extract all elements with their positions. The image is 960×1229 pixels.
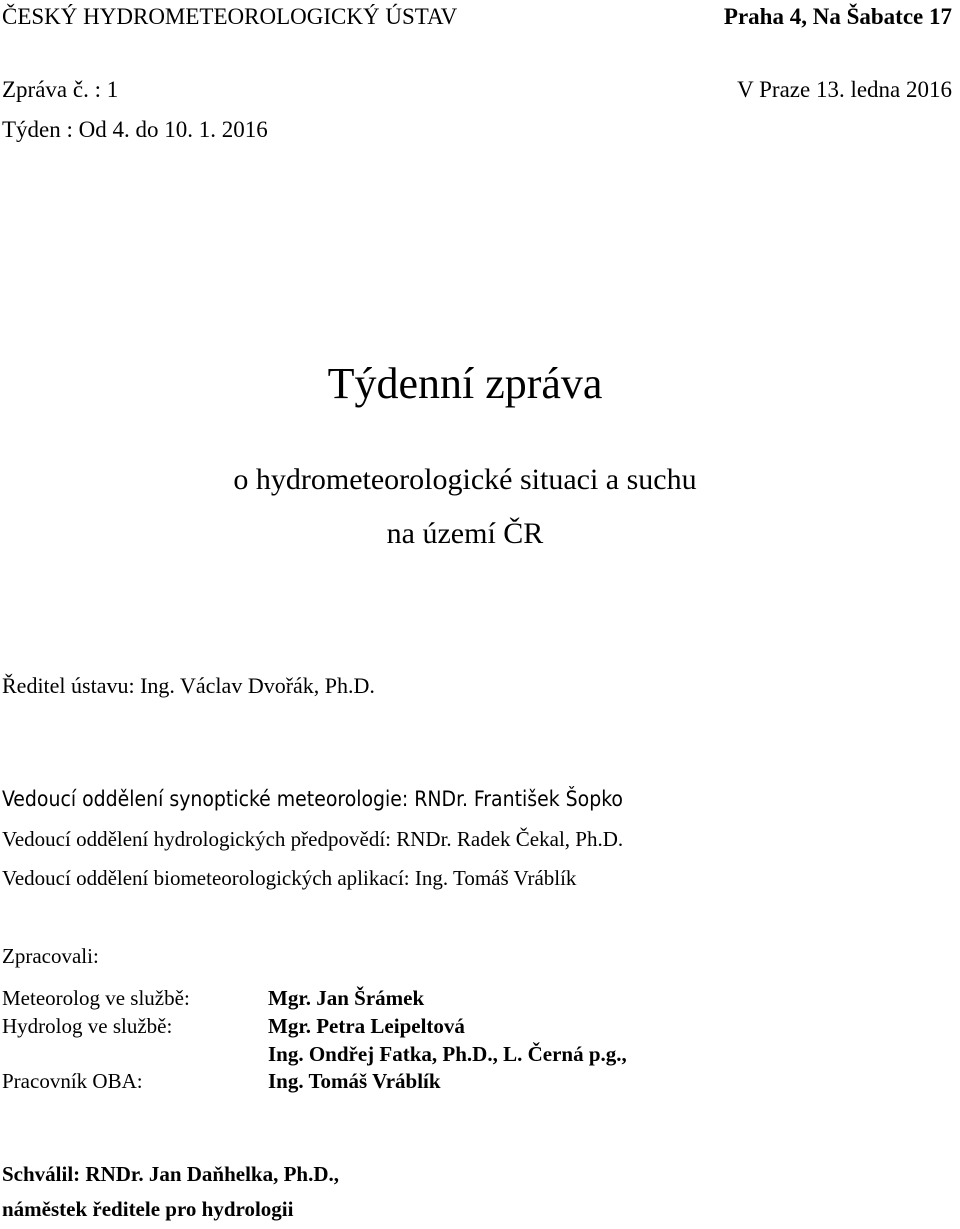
page-title: Týdenní zpráva (327, 359, 603, 408)
subtitle-line-1: o hydrometeorologické situaci a suchu (233, 463, 697, 496)
name-oba: Ing. Tomáš Vráblík (268, 1069, 441, 1093)
name-meteorologist: Mgr. Jan Šrámek (268, 986, 425, 1010)
role-hydrologist: Hydrolog ve službě: (2, 1014, 173, 1038)
approved-by: Schválil: RNDr. Jan Daňhelka, Ph.D., (2, 1162, 340, 1186)
name-hydrologist-team: Ing. Ondřej Fatka, Ph.D., L. Černá p.g., (268, 1042, 627, 1066)
prepared-heading: Zpracovali: (2, 944, 99, 968)
report-date: V Praze 13. ledna 2016 (737, 77, 952, 102)
institute-address: Praha 4, Na Šabatce 17 (723, 4, 952, 29)
report-week: Týden : Od 4. do 10. 1. 2016 (2, 117, 268, 142)
report-number: Zpráva č. : 1 (2, 77, 119, 102)
department-head-hydrology: Vedoucí oddělení hydrologických předpovědí: RNDr. Radek Čekal, Ph.D. (2, 827, 624, 851)
role-oba: Pracovník OBA: (2, 1069, 143, 1093)
director-line: Ředitel ústavu: Ing. Václav Dvořák, Ph.D. (2, 673, 375, 698)
name-hydrologist: Mgr. Petra Leipeltová (268, 1014, 465, 1038)
subtitle-line-2: na území ČR (386, 517, 544, 550)
department-head-synoptic: Vedoucí oddělení synoptické meteorologie: RNDr. František Šopko (2, 787, 623, 811)
department-head-biometeorology: Vedoucí oddělení biometeorologických aplikací: Ing. Tomáš Vráblík (2, 866, 577, 890)
approved-role: náměstek ředitele pro hydrologii (2, 1197, 294, 1221)
institute-name: ČESKÝ HYDROMETEOROLOGICKÝ ÚSTAV (2, 4, 458, 29)
role-meteorologist: Meteorolog ve službě: (2, 986, 190, 1010)
